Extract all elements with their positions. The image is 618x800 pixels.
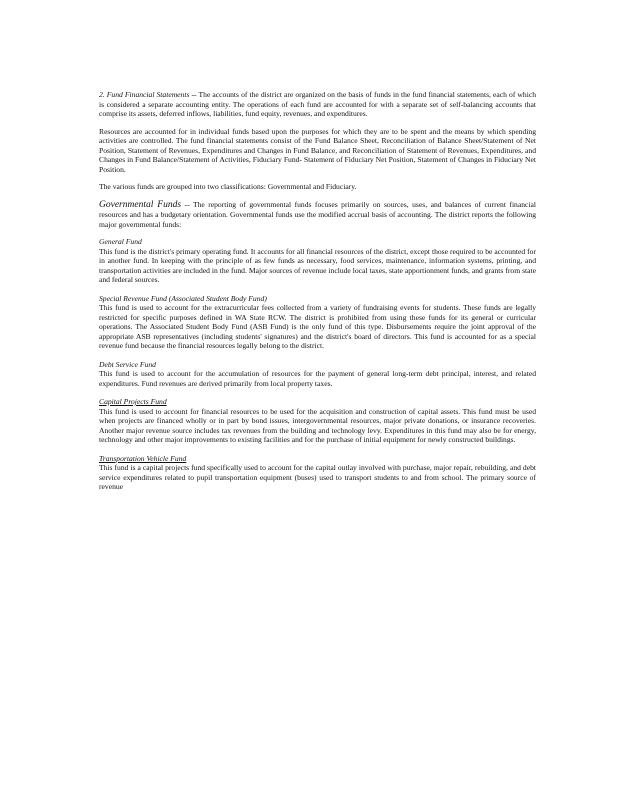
general-fund-section xyxy=(99,237,536,285)
transportation-vehicle-fund-section xyxy=(99,454,536,492)
capital-projects-fund-body: This fund is used to account for financial resources to be used for the acquisition and construction of capital assets. This fund must be used when projects are financed wholly or in part by bond issues, intergovernmental resources, major private donations, or insurance recoveries. Another major revenue source includes tax revenues from the building and technology levy. Expenditures in this fund may also be for energy, technology and other major improvements to existing facilities and for the purchase of initial equipment for newly constructed buildings. xyxy=(99,406,536,444)
fund-financial-statements-heading: 2. Fund Financial Statements xyxy=(99,90,190,99)
governmental-funds-heading: Governmental Funds xyxy=(99,199,182,210)
special-revenue-fund-section xyxy=(99,294,536,351)
governmental-text: -- The reporting of governmental funds focuses primarily on sources, uses, and balances of current financial resources and has a budgetary orientation. Governmental funds use the modified accrual basis of accounting. The district reports the following major governmental funds: xyxy=(99,199,536,229)
intro-paragraph xyxy=(99,90,536,119)
debt-service-fund-section xyxy=(99,360,536,389)
general-fund-body: This fund is the district's primary operating fund. It accounts for all financial resources of the district, except those required to be accounted for in another fund. In keeping with the principle of as few funds as necessary, food services, maintenance, information systems, printing, and transportation activities are included in the fund. Major sources of revenue include local taxes, state apportionment funds, and grants from state and federal sources. xyxy=(99,246,536,284)
capital-projects-fund-title: Capital Projects Fund xyxy=(99,397,167,406)
general-fund-title: General Fund xyxy=(99,237,142,246)
document-page xyxy=(99,90,536,501)
capital-projects-fund-section xyxy=(99,397,536,445)
governmental-paragraph xyxy=(99,200,536,230)
special-revenue-fund-body: This fund is used to account for the extracurricular fees collected from a variety of fundraising events for students. These funds are legally restricted for specific purposes defined in WA State RCW. The district is prohibited from using these funds for its general or curricular operations. The Associated Student Body Fund (ASB Fund) is the only fund of this type. Disbursements require the joint approval of the appropriate ASB representatives (including students' signatures) and the district's board of directors. This fund is accounted for as a special revenue fund because the financial resources legally belong to the district. xyxy=(99,303,536,350)
transportation-vehicle-fund-title: Transportation Vehicle Fund xyxy=(99,453,187,463)
special-revenue-fund-title: Special Revenue Fund (Associated Student Body Fund) xyxy=(99,293,267,303)
resources-paragraph: Resources are accounted for in individual funds based upon the purposes for which they are to be spent and the means by which spending activities are controlled. The fund financial statements consist of the Fund Balance Sheet, Reconciliation of Balance Sheet/Statement of Net Position, Statement of Revenues, Expenditures and Changes in Fund Balance, and Reconciliation of Statement of Revenues, Expenditures, and Changes in Fund Balance/Statement of Activities, Fiduciary Fund- Statement of Fiduciary Net Position, Statement of Changes in Fiduciary Net Position. xyxy=(99,126,536,174)
grouping-paragraph: The various funds are grouped into two classifications: Governmental and Fiduciary. xyxy=(99,182,357,191)
debt-service-fund-body: This fund is used to account for the accumulation of resources for the payment of general long-term debt principal, interest, and related expenditures. Fund revenues are derived primarily from local property taxes. xyxy=(99,369,536,388)
transportation-vehicle-fund-body: This fund is a capital projects fund specifically used to account for the capital outlay involved with purchase, major repair, rebuilding, and debt service expenditures related to pupil transportation equipment (buses) used to transport students to and from school. The primary source of revenue xyxy=(99,463,536,491)
intro-text: -- The accounts of the district are organized on the basis of funds in the fund financial statements, each of which is considered a separate accounting entity. The operations of each fund are accounted for with a separate set of self-balancing accounts that comprise its assets, deferred inflows, liabilities, fund equity, revenues, and expenditures. xyxy=(99,90,536,118)
debt-service-fund-title: Debt Service Fund xyxy=(99,359,156,369)
